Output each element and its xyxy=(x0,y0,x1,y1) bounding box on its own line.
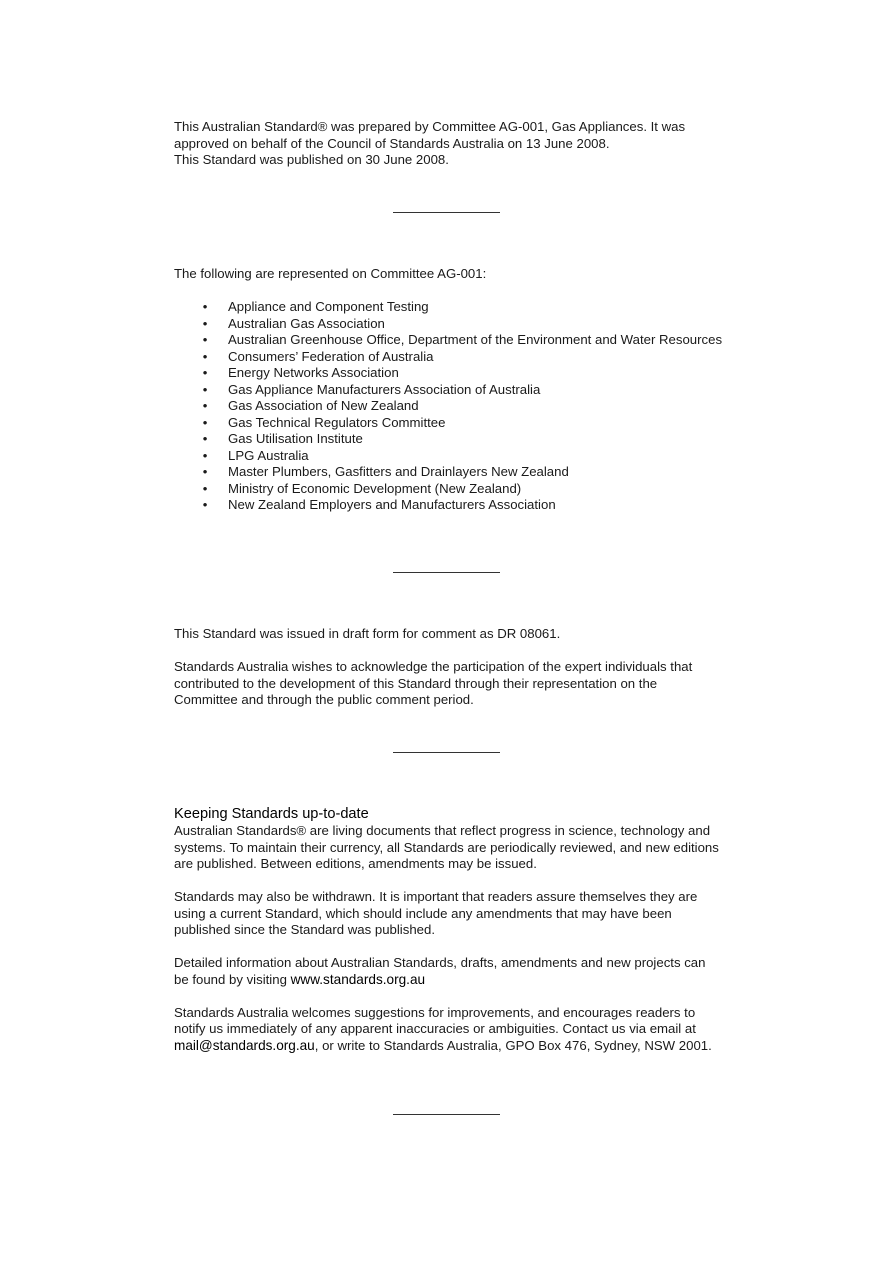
para2-line-1: Standards may also be withdrawn. It is important that readers assure themselves they are xyxy=(174,889,698,904)
email-link[interactable]: mail@standards.org.au xyxy=(174,1037,315,1053)
committee-block xyxy=(174,266,734,514)
bullet-icon: • xyxy=(202,464,208,479)
member-name: Consumers’ Federation of Australia xyxy=(228,348,434,364)
committee-heading: The following are represented on Committee AG-001: xyxy=(174,266,487,281)
para4-line-1: Standards Australia welcomes suggestions for improvements, and encourages readers to xyxy=(174,1004,696,1020)
committee-member-list xyxy=(174,299,734,514)
list-item xyxy=(174,464,734,481)
section-divider xyxy=(393,212,500,213)
para2-line-3: published since the Standard was published. xyxy=(174,922,435,937)
member-name: Master Plumbers, Gasfitters and Drainlayers New Zealand xyxy=(228,464,569,479)
member-name: Gas Association of New Zealand xyxy=(228,398,419,413)
document-page xyxy=(174,0,734,1262)
member-name: Gas Technical Regulators Committee xyxy=(228,414,446,430)
para4-line-3 xyxy=(174,1038,734,1055)
bullet-icon: • xyxy=(202,348,208,364)
para1-line-1: Australian Standards® are living documents that reflect progress in science, technology and xyxy=(174,823,711,838)
para3-prefix: be found by visiting xyxy=(174,971,291,987)
para1-line-2: systems. To maintain their currency, all Standards are periodically reviewed, and new editions xyxy=(174,839,719,855)
intro-line-3: This Standard was published on 30 June 2008. xyxy=(174,152,449,167)
para2-line-2: using a current Standard, which should include any amendments that may have been xyxy=(174,905,672,921)
bullet-icon: • xyxy=(202,447,208,463)
member-name: LPG Australia xyxy=(228,447,309,463)
bullet-icon: • xyxy=(202,497,208,512)
list-item xyxy=(174,316,734,333)
list-item xyxy=(174,448,734,465)
draft-issued-text: This Standard was issued in draft form for comment as DR 08061. xyxy=(174,626,561,641)
list-item xyxy=(174,415,734,432)
bullet-icon: • xyxy=(202,365,208,380)
acknowledge-line-2: contributed to the development of this Standard through their representation on the xyxy=(174,675,658,691)
bullet-icon: • xyxy=(202,480,208,496)
member-name: Ministry of Economic Development (New Zealand) xyxy=(228,480,522,496)
member-name: New Zealand Employers and Manufacturers Association xyxy=(228,497,556,512)
uptodate-block xyxy=(174,806,734,1054)
list-item xyxy=(174,299,734,316)
para4-line-2: notify us immediately of any apparent inaccuracies or ambiguities. Contact us via email at xyxy=(174,1021,696,1036)
section-divider xyxy=(393,572,500,573)
website-link[interactable]: www.standards.org.au xyxy=(290,971,426,987)
bullet-icon: • xyxy=(202,431,208,446)
member-name: Energy Networks Association xyxy=(228,365,399,380)
member-name: Australian Gas Association xyxy=(228,315,385,331)
para1-line-3: are published. Between editions, amendments may be issued. xyxy=(174,856,537,871)
bullet-icon: • xyxy=(202,398,208,413)
list-item xyxy=(174,349,734,366)
list-item xyxy=(174,431,734,448)
intro-line-2: approved on behalf of the Council of Standards Australia on 13 June 2008. xyxy=(174,135,610,151)
member-name: Gas Appliance Manufacturers Association of Australia xyxy=(228,381,541,397)
list-item xyxy=(174,497,734,514)
section-divider xyxy=(393,1114,500,1115)
list-item xyxy=(174,481,734,498)
list-item xyxy=(174,382,734,399)
member-name: Gas Utilisation Institute xyxy=(228,431,363,446)
bullet-icon: • xyxy=(202,381,208,397)
bullet-icon: • xyxy=(202,299,208,314)
intro-block xyxy=(174,119,734,169)
draft-block xyxy=(174,626,734,709)
list-item xyxy=(174,398,734,415)
section-heading: Keeping Standards up-to-date xyxy=(174,806,369,822)
list-item xyxy=(174,365,734,382)
intro-line-1: This Australian Standard® was prepared by Committee AG-001, Gas Appliances. It was xyxy=(174,119,686,134)
bullet-icon: • xyxy=(202,332,208,347)
acknowledge-line-3: Committee and through the public comment period. xyxy=(174,692,474,707)
member-name: Appliance and Component Testing xyxy=(228,299,429,314)
acknowledge-line-1: Standards Australia wishes to acknowledge the participation of the expert individuals that xyxy=(174,659,693,674)
member-name: Australian Greenhouse Office, Department of the Environment and Water Resources xyxy=(228,332,723,347)
section-divider xyxy=(393,752,500,753)
list-item xyxy=(174,332,734,349)
para3-line-1: Detailed information about Australian Standards, drafts, amendments and new projects can xyxy=(174,955,706,970)
bullet-icon: • xyxy=(202,414,208,430)
para4-suffix: , or write to Standards Australia, GPO Box 476, Sydney, NSW 2001. xyxy=(314,1037,712,1053)
para3-line-2 xyxy=(174,972,734,989)
bullet-icon: • xyxy=(202,315,208,331)
